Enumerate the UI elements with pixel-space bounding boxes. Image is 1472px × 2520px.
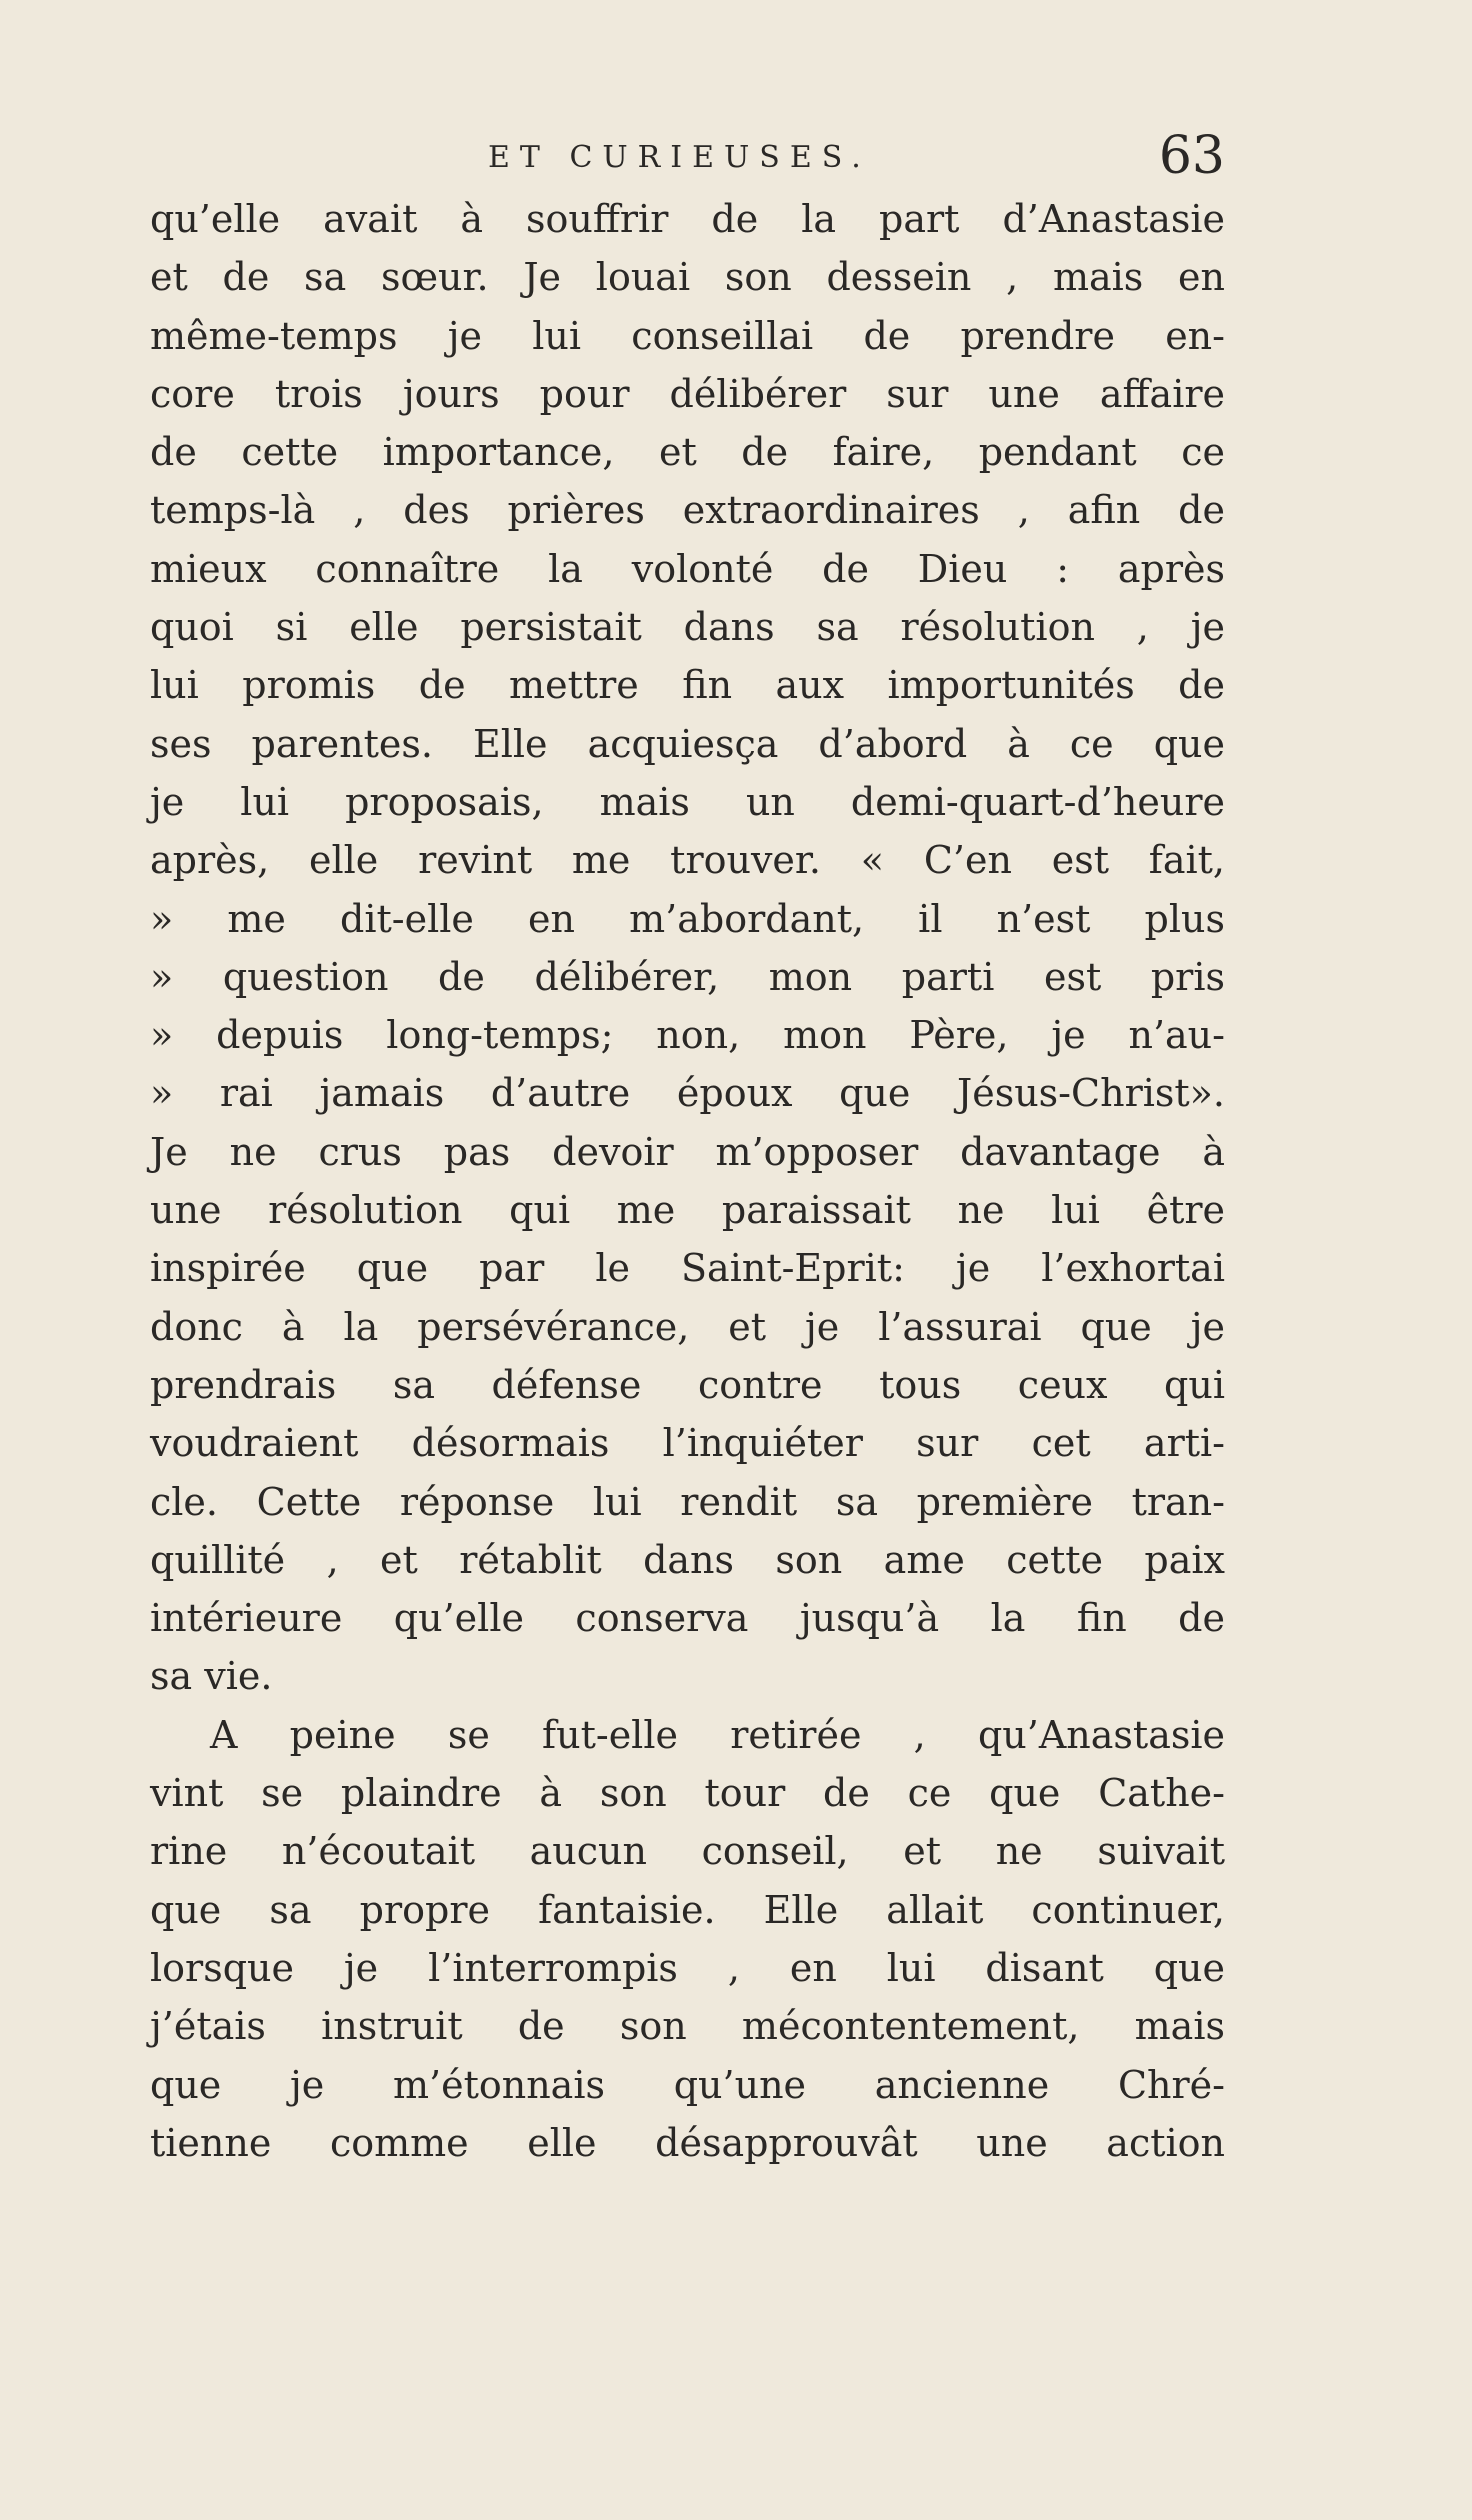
- text-line: que je m’étonnais qu’une ancienne Chré-: [150, 2062, 1225, 2107]
- text-line: sa vie.: [150, 1654, 273, 1699]
- text-line: de cette importance, et de faire, pendant ce: [150, 430, 1225, 475]
- text-line: A peine se fut-elle retirée , qu’Anastasie: [210, 1712, 1225, 1757]
- text-line: » question de délibérer, mon parti est pris: [150, 954, 1225, 999]
- text-line: prendrais sa défense contre tous ceux qui: [150, 1362, 1225, 1407]
- text-line: temps-là , des prières extraordinaires , afin de: [150, 488, 1225, 533]
- running-title: ET CURIEUSES.: [488, 140, 871, 175]
- text-line: quoi si elle persistait dans sa résolution , je: [150, 605, 1225, 650]
- text-line: j’étais instruit de son mécontentement, mais: [150, 2004, 1225, 2049]
- text-line: cle. Cette réponse lui rendit sa première tran-: [150, 1479, 1225, 1524]
- text-line: » rai jamais d’autre époux que Jésus-Christ».: [150, 1071, 1225, 1116]
- text-line: » me dit-elle en m’abordant, il n’est plus: [150, 896, 1225, 941]
- page-number: 63: [1158, 126, 1225, 186]
- text-line: » depuis long-temps; non, mon Père, je n’au-: [150, 1013, 1225, 1058]
- text-line: voudraient désormais l’inquiéter sur cet arti-: [150, 1421, 1225, 1466]
- text-line: core trois jours pour délibérer sur une affaire: [150, 371, 1225, 416]
- text-line: Je ne crus pas devoir m’opposer davantage à: [150, 1129, 1225, 1174]
- text-line: une résolution qui me paraissait ne lui être: [150, 1188, 1225, 1233]
- text-line: après, elle revint me trouver. « C’en est fait,: [150, 838, 1225, 883]
- text-line: et de sa sœur. Je louai son dessein , mais en: [150, 255, 1225, 300]
- text-line: tienne comme elle désapprouvât une action: [150, 2120, 1225, 2165]
- text-line: que sa propre fantaisie. Elle allait continuer,: [150, 1887, 1225, 1932]
- text-line: lorsque je l’interrompis , en lui disant que: [150, 1945, 1225, 1990]
- body-text: [150, 190, 1225, 2172]
- text-line: ses parentes. Elle acquiesça d’abord à ce que: [150, 721, 1225, 766]
- text-line: quillité , et rétablit dans son ame cette paix: [150, 1537, 1225, 1582]
- text-line: donc à la persévérance, et je l’assurai que je: [150, 1304, 1225, 1349]
- text-line: intérieure qu’elle conserva jusqu’à la fin de: [150, 1596, 1225, 1641]
- text-line: mieux connaître la volonté de Dieu : après: [150, 546, 1225, 591]
- text-line: vint se plaindre à son tour de ce que Cathe-: [150, 1771, 1225, 1816]
- text-line: qu’elle avait à souffrir de la part d’Anastasie: [150, 197, 1225, 241]
- page-header: [150, 126, 1225, 196]
- text-line: inspirée que par le Saint-Eprit: je l’exhortai: [150, 1246, 1225, 1291]
- text-line: je lui proposais, mais un demi-quart-d’heure: [150, 779, 1225, 824]
- text-line: lui promis de mettre fin aux importunités de: [150, 663, 1225, 708]
- text-line: même-temps je lui conseillai de prendre en-: [150, 313, 1225, 358]
- text-line: rine n’écoutait aucun conseil, et ne suivait: [150, 1829, 1225, 1874]
